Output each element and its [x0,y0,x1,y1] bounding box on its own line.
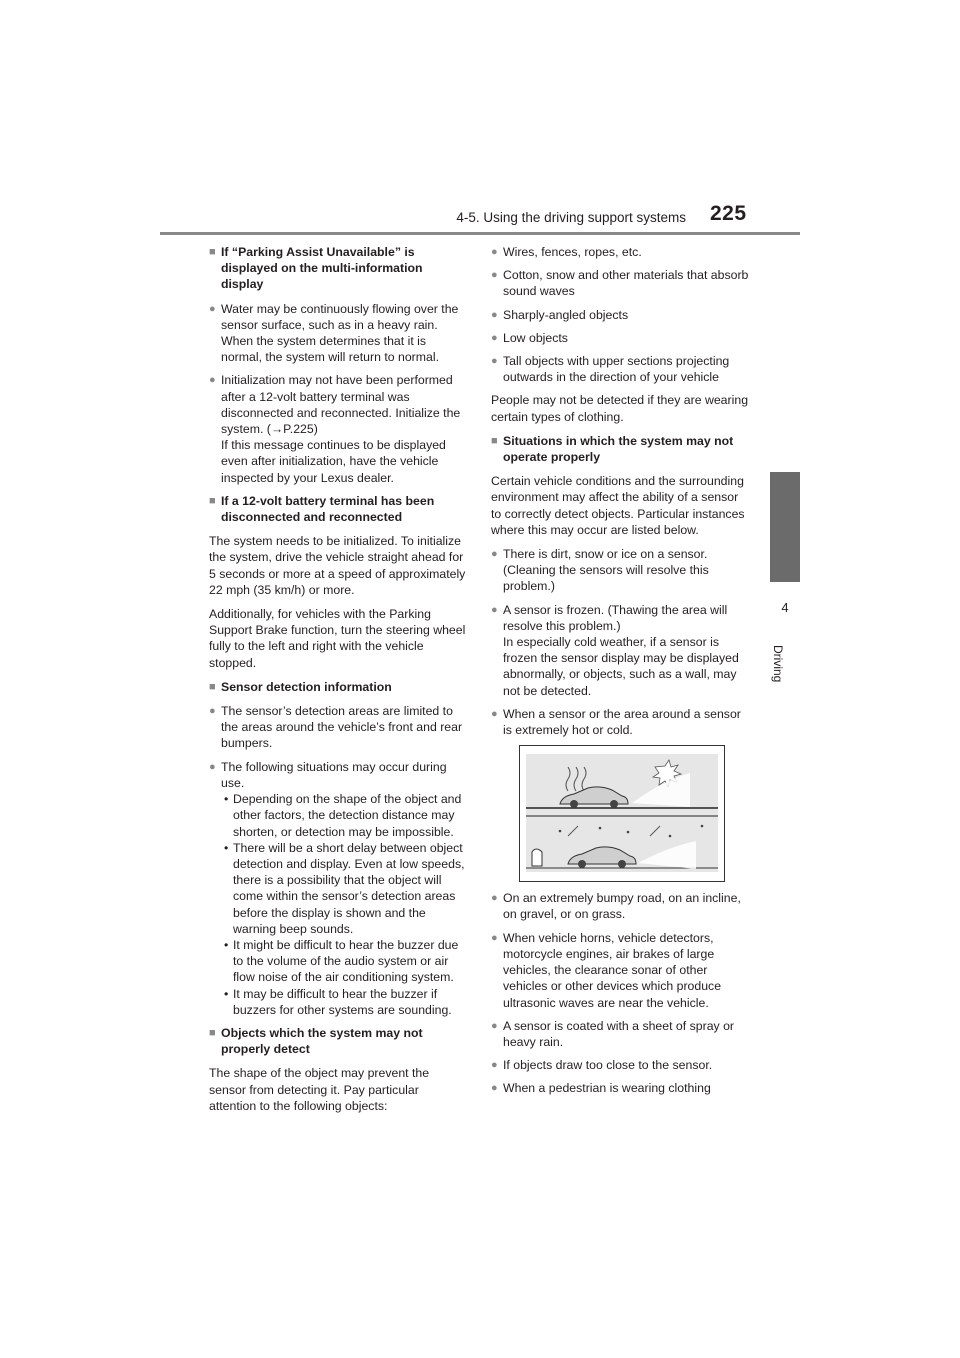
bullet-item: ● Sharply-angled objects [491,307,749,323]
left-column [209,244,467,1122]
bullet-item: ● A sensor is coated with a sheet of spray or heavy rain. [491,1018,749,1050]
bullet-item [209,759,467,1018]
bullet-item: ● Low objects [491,330,749,346]
section-title: 4-5. Using the driving support systems [456,210,686,225]
section-heading: ■ If “Parking Assist Unavailable” is displayed on the multi-information display [209,244,467,293]
chapter-tab [770,472,800,582]
sub-item: • Depending on the shape of the object and other factors, the detection distance may shorten, or detection may be impossible. [221,791,467,840]
bullet-text: In especially cold weather, if a sensor is frozen the sensor display may be displayed abnormally, or objects, such as a wall, may not be detected. [503,635,739,698]
header-rule [160,232,800,235]
paragraph: The shape of the object may prevent the sensor from detecting it. Pay particular attention to the following objects: [209,1066,430,1113]
bullet-item: ● Cotton, snow and other materials that absorb sound waves [491,267,749,299]
bullet-item: ● When a sensor or the area around a sensor is extremely hot or cold. [491,706,749,738]
bullet-item: ● Tall objects with upper sections projecting outwards in the direction of your vehicle [491,353,749,385]
bullet-item [491,602,749,699]
sub-item: • It may be difficult to hear the buzzer if buzzers for other systems are sounding. [221,986,467,1018]
section-heading: ■ Situations in which the system may not operate properly [491,433,749,465]
bullet-text: ● Initialization may not have been performed after a 12-volt battery terminal was disconnected and reconnected. Initialize the system. (→P.225) [221,373,461,437]
bullet-text: ● The following situations may occur during use. [221,759,447,790]
section-heading: ■ Objects which the system may not properly detect [209,1025,467,1057]
right-column [491,244,749,1104]
bullet-item: ● When a pedestrian is wearing clothing [491,1080,749,1096]
sub-item: • There will be a short delay between object detection and display. Even at low speeds, there is a possibility that the object will come within the sensor’s detection areas before the display is shown and the warning beep sounds. [221,840,467,937]
paragraph: The system needs to be initialized. To initialize the system, drive the vehicle straight ahead for 5 seconds or more at a speed of approximately 22 mph (35 km/h) or more. [209,534,466,597]
bullet-item [209,372,467,485]
sub-item: • It might be difficult to hear the buzzer due to the volume of the audio system or air flow noise of the air conditioning system. [221,937,467,986]
bullet-item: ● On an extremely bumpy road, on an incline, on gravel, or on grass. [491,890,749,922]
bullet-item: ● There is dirt, snow or ice on a sensor. (Cleaning the sensors will resolve this problem.) [491,546,749,595]
paragraph: People may not be detected if they are wearing certain types of clothing. [491,393,749,424]
paragraph: Additionally, for vehicles with the Parking Support Brake function, turn the steering wheel fully to the left and right with the vehicle stopped. [209,607,466,670]
bullet-text: If this message continues to be displayed even after initialization, have the vehicle inspected by your Lexus dealer. [221,438,446,485]
weather-illustration-art [520,746,724,881]
bullet-item: ● Water may be continuously flowing over the sensor surface, such as in a heavy rain. When the system determines that it is normal, the system will return to normal. [209,301,467,366]
bullet-item: ● Wires, fences, ropes, etc. [491,244,749,260]
chapter-number: 4 [781,600,789,615]
bullet-item: ● The sensor’s detection areas are limited to the areas around the vehicle’s front and rear bumpers. [209,703,467,752]
bullet-item: ● When vehicle horns, vehicle detectors, motorcycle engines, air brakes of large vehicles, the clearance sonar of other vehicles or other devices which produce ultrasonic waves are near the vehicle. [491,930,749,1011]
section-heading: ■ Sensor detection information [209,679,467,695]
weather-illustration [519,745,725,882]
page-number: 225 [710,202,747,225]
bullet-item: ● If objects draw too close to the sensor. [491,1057,749,1073]
section-heading: ■ If a 12-volt battery terminal has been disconnected and reconnected [209,493,467,525]
paragraph: Certain vehicle conditions and the surrounding environment may affect the ability of a sensor to correctly detect objects. Particular instances where this may occur are listed below. [491,474,745,537]
chapter-label: Driving [771,645,785,683]
bullet-text: ● A sensor is frozen. (Thawing the area will resolve this problem.) [503,602,728,633]
